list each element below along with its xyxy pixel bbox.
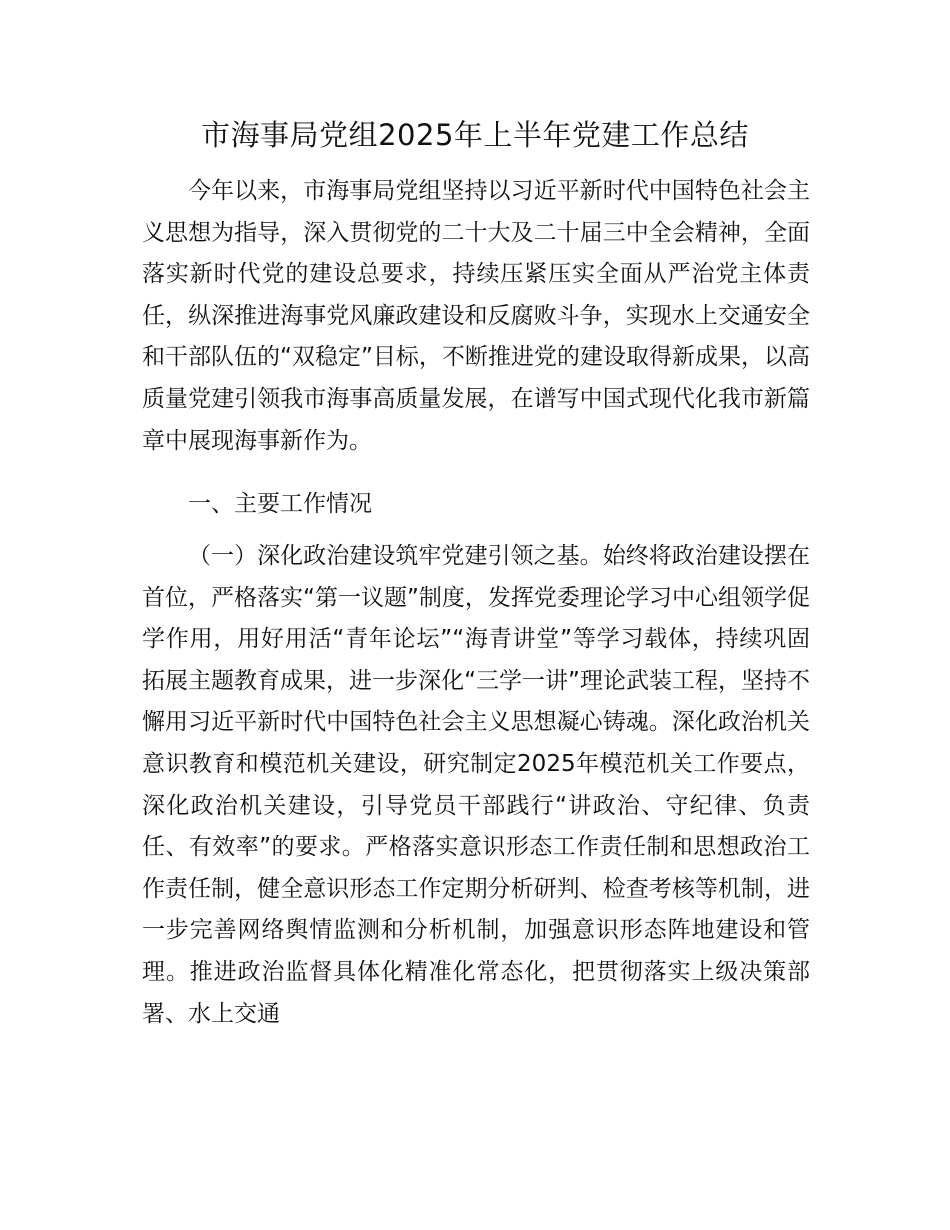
document-title: 市海事局党组2025年上半年党建工作总结 bbox=[201, 118, 749, 152]
body-paragraph-political-building bbox=[142, 536, 810, 1035]
body-paragraph-intro bbox=[142, 171, 810, 462]
heading-text: 一、主要工作情况 bbox=[188, 491, 372, 517]
paragraph-text: （一）深化政治建设筑牢党建引领之基。始终将政治建设摆在首位，严格落实“第一议题”制度，发挥党委理论学习中心组领学促学作用，用好用活“青年论坛”“海青讲堂”等学习载体，持续巩固拓展主题教育成果，进一步深化“三学一讲”理论武装工程，坚持不懈用习近平新时代中国特色社会主义思想凝心铸魂。深化政治机关意识教育和模范机关建设，研究制定2025年模范机关工作要点，深化政治机关建设，引导党员干部践行“讲政治、守纪律、负责任、有效率”的要求。严格落实意识形态工作责任制和思想政治工作责任制，健全意识形态工作定期分析研判、检查考核等机制，进一步完善网络舆情监测和分析机制，加强意识形态阵地建设和管理。推进政治监督具体化精准化常态化，把贯彻落实上级决策部署、水上交通 bbox=[142, 543, 810, 1027]
section-heading-main-work bbox=[142, 484, 810, 526]
paragraph-text: 今年以来，市海事局党组坚持以习近平新时代中国特色社会主义思想为指导，深入贯彻党的二十大及二十届三中全会精神，全面落实新时代党的建设总要求，持续压紧压实全面从严治党主体责任，纵深推进海事党风廉政建设和反腐败斗争，实现水上交通安全和干部队伍的“双稳定”目标，不断推进党的建设取得新成果，以高质量党建引领我市海事高质量发展，在谱写中国式现代化我市新篇章中展现海事新作为。 bbox=[142, 178, 810, 454]
